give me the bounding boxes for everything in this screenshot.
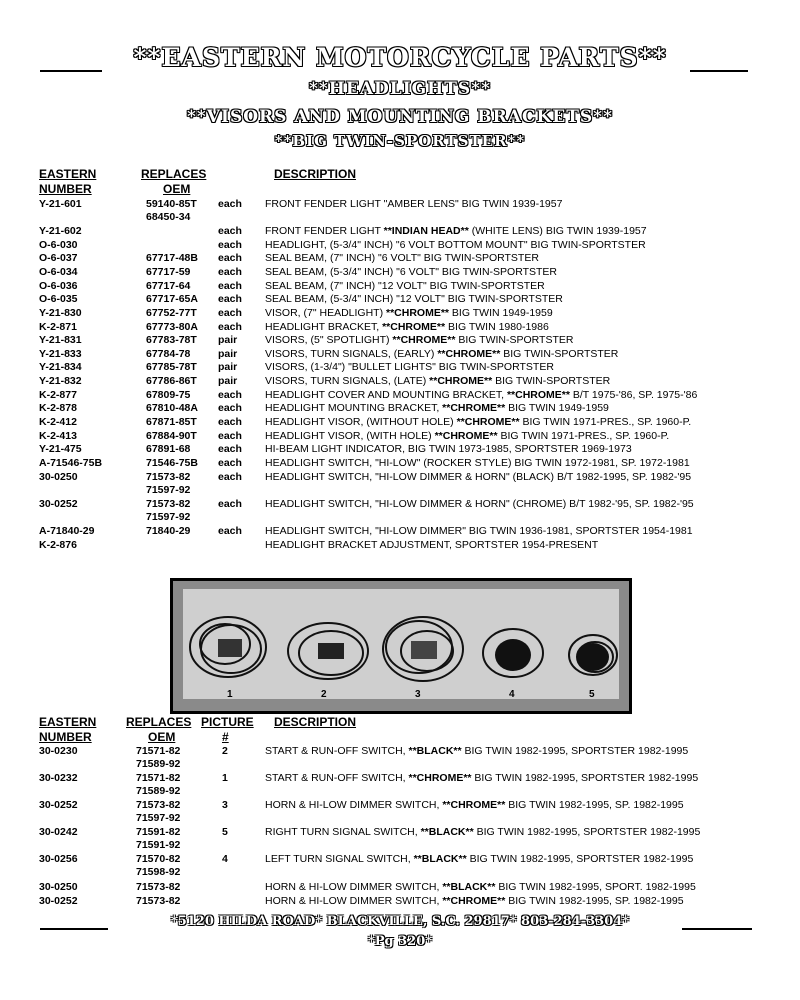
quantity: pair: [218, 348, 238, 360]
table-row: [0, 348, 800, 362]
description-text: HORN & HI-LOW DIMMER SWITCH,: [265, 881, 443, 893]
description: [265, 280, 545, 292]
page-title: **EASTERN MOTORCYCLE PARTS**: [133, 43, 667, 72]
table-row: [0, 799, 800, 813]
part-number: 30-0252: [39, 799, 78, 811]
description-emphasis: **CHROME**: [382, 321, 446, 333]
table-row: [0, 225, 800, 239]
description-text: HEADLIGHT VISOR, (WITH HOLE): [265, 430, 435, 442]
quantity: each: [218, 443, 242, 455]
table-row: [0, 430, 800, 444]
table-row: [0, 293, 800, 307]
description-text-tail: BIG TWIN 1982-1995, SPORTSTER 1982-1995: [471, 772, 699, 784]
part-number: Y-21-475: [39, 443, 82, 455]
description-emphasis: **CHROME**: [386, 307, 450, 319]
description: [265, 498, 694, 510]
description-text-tail: BIG TWIN 1982-1995, SP. 1982-1995: [505, 895, 684, 907]
part-number: 30-0256: [39, 853, 78, 865]
part-number: K-2-871: [39, 321, 77, 333]
switch-photo-graphic: [183, 589, 619, 699]
switch-photo: [170, 578, 632, 714]
quantity: each: [218, 389, 242, 401]
part-number: Y-21-602: [39, 225, 82, 237]
table-row: [0, 498, 800, 512]
table-row: [0, 321, 800, 335]
description-text-tail: BIG TWIN 1949-1959: [505, 402, 609, 414]
description: [265, 321, 549, 333]
quantity: each: [218, 321, 242, 333]
table-row: [0, 853, 800, 867]
table-row-continued: [0, 866, 800, 880]
oem-number: 71840-29: [146, 525, 191, 537]
description-text: HEADLIGHT SWITCH, "HI-LOW DIMMER & HORN" (CHROME) B/T 1982-'95, SP. 1982-'95: [265, 498, 694, 510]
photo-label-5: 5: [589, 689, 595, 700]
description-emphasis: **CHROME**: [442, 895, 506, 907]
picture-number: 2: [222, 745, 228, 757]
description: [265, 389, 697, 401]
table-row: [0, 772, 800, 786]
description-text: HEADLIGHT VISOR, (WITHOUT HOLE): [265, 416, 457, 428]
description-emphasis: **BLACK**: [442, 881, 496, 893]
description-text: HORN & HI-LOW DIMMER SWITCH,: [265, 799, 443, 811]
description: [265, 799, 684, 811]
part-number: Y-21-834: [39, 361, 82, 373]
description-text-tail: BIG TWIN 1982-1995, SPORTSTER 1982-1995: [461, 745, 689, 757]
description-emphasis: **CHROME**: [506, 389, 570, 401]
table-row: [0, 239, 800, 253]
description: [265, 293, 563, 305]
table-row: [0, 334, 800, 348]
description-emphasis: **BLACK**: [420, 826, 474, 838]
table-row: [0, 745, 800, 759]
description-emphasis: **INDIAN HEAD**: [383, 225, 469, 237]
part-number: A-71840-29: [39, 525, 95, 537]
t1-header-number: NUMBER: [39, 182, 92, 196]
part-number: Y-21-832: [39, 375, 82, 387]
table-row: [0, 198, 800, 212]
part-number: A-71546-75B: [39, 457, 103, 469]
description-text: HEADLIGHT COVER AND MOUNTING BRACKET,: [265, 389, 507, 401]
picture-number: 1: [222, 772, 228, 784]
t2-header-eastern: EASTERN: [39, 715, 97, 729]
description-text: RIGHT TURN SIGNAL SWITCH,: [265, 826, 421, 838]
oem-number-alt: 71597-92: [146, 511, 191, 523]
oem-number: 67784-78: [146, 348, 191, 360]
t2-header-oem: OEM: [148, 730, 176, 744]
description-text: HI-BEAM LIGHT INDICATOR, BIG TWIN 1973-1985, SPORTSTER 1969-1973: [265, 443, 632, 455]
table-row: [0, 443, 800, 457]
table-row: [0, 375, 800, 389]
t2-header-hash: #: [222, 730, 229, 744]
quantity: each: [218, 252, 242, 264]
quantity: each: [218, 430, 242, 442]
picture-number: 4: [222, 853, 228, 865]
table-row: [0, 280, 800, 294]
part-number: K-2-876: [39, 539, 77, 551]
picture-number: 5: [222, 826, 228, 838]
oem-number-alt: 71597-92: [136, 812, 181, 824]
table-row-continued: [0, 785, 800, 799]
part-number: 30-0250: [39, 471, 78, 483]
description-emphasis: **CHROME**: [434, 430, 498, 442]
oem-number-alt: 71591-92: [136, 839, 181, 851]
description-emphasis: **CHROME**: [437, 348, 501, 360]
table-row-continued: [0, 484, 800, 498]
table-row: [0, 826, 800, 840]
description-text: VISORS, TURN SIGNALS, (EARLY): [265, 348, 438, 360]
table-row-continued: [0, 211, 800, 225]
part-number: Y-21-601: [39, 198, 82, 210]
oem-number: 71570-82: [136, 853, 181, 865]
description-text-tail: BIG TWIN 1982-1995, SP. 1982-1995: [505, 799, 684, 811]
description-text: START & RUN-OFF SWITCH,: [265, 745, 409, 757]
description-text: START & RUN-OFF SWITCH,: [265, 772, 409, 784]
description-text: HEADLIGHT BRACKET,: [265, 321, 383, 333]
oem-number: 67786-86T: [146, 375, 197, 387]
oem-number: 67785-78T: [146, 361, 197, 373]
quantity: each: [218, 198, 242, 210]
part-number: O-6-030: [39, 239, 78, 251]
quantity: each: [218, 402, 242, 414]
description-text-tail: BIG TWIN-SPORTSTER: [455, 334, 574, 346]
quantity: pair: [218, 361, 238, 373]
table-row-continued: [0, 511, 800, 525]
t1-header-replaces: REPLACES: [141, 167, 207, 181]
description: [265, 443, 632, 455]
t2-header-number: NUMBER: [39, 730, 92, 744]
oem-number: 67752-77T: [146, 307, 197, 319]
description: [265, 826, 700, 838]
oem-number: 59140-85T: [146, 198, 197, 210]
photo-label-1: 1: [227, 689, 233, 700]
table-row: [0, 389, 800, 403]
description: [265, 239, 646, 251]
oem-number: 67773-80A: [146, 321, 198, 333]
description-text-tail: BIG TWIN 1982-1995, SPORTSTER 1982-1995: [473, 826, 701, 838]
part-number: 30-0252: [39, 895, 78, 907]
description-text-tail: (WHITE LENS) BIG TWIN 1939-1957: [468, 225, 647, 237]
t2-header-replaces: REPLACES: [126, 715, 192, 729]
part-number: Y-21-833: [39, 348, 82, 360]
oem-number: 67891-68: [146, 443, 191, 455]
description-text-tail: BIG TWIN 1971-PRES., SP. 1960-P.: [519, 416, 692, 428]
description-text-tail: B/T 1975-'86, SP. 1975-'86: [569, 389, 698, 401]
quantity: each: [218, 239, 242, 251]
description-emphasis: **CHROME**: [392, 334, 456, 346]
description: [265, 881, 696, 893]
part-number: O-6-035: [39, 293, 78, 305]
part-number: 30-0232: [39, 772, 78, 784]
oem-number: 67717-65A: [146, 293, 198, 305]
oem-number: 67884-90T: [146, 430, 197, 442]
oem-number: 71546-75B: [146, 457, 198, 469]
table-row-continued: [0, 758, 800, 772]
description-text: VISORS, (1-3/4") "BULLET LIGHTS" BIG TWIN-SPORTSTER: [265, 361, 554, 373]
description-text: VISORS, (5" SPOTLIGHT): [265, 334, 393, 346]
table-row: [0, 457, 800, 471]
oem-number: 71571-82: [136, 745, 181, 757]
table-row: [0, 361, 800, 375]
oem-number: 71573-82: [136, 881, 181, 893]
description-text-tail: BIG TWIN 1982-1995, SPORT. 1982-1995: [495, 881, 696, 893]
description-text-tail: BIG TWIN-SPORTSTER: [492, 375, 611, 387]
oem-number-alt: 71589-92: [136, 758, 181, 770]
oem-number: 71571-82: [136, 772, 181, 784]
description-emphasis: **CHROME**: [456, 416, 520, 428]
oem-number-alt: 71597-92: [146, 484, 191, 496]
description: [265, 416, 691, 428]
description: [265, 430, 669, 442]
part-number: O-6-036: [39, 280, 78, 292]
t1-header-oem: OEM: [163, 182, 191, 196]
part-number: K-2-412: [39, 416, 77, 428]
description-text: HEADLIGHT MOUNTING BRACKET,: [265, 402, 443, 414]
t1-header-eastern: EASTERN: [39, 167, 97, 181]
description-text: FRONT FENDER LIGHT "AMBER LENS" BIG TWIN 1939-1957: [265, 198, 563, 210]
oem-number-alt: 71598-92: [136, 866, 181, 878]
description-text: SEAL BEAM, (7" INCH) "6 VOLT" BIG TWIN-SPORTSTER: [265, 252, 539, 264]
description-text: SEAL BEAM, (5-3/4" INCH) "12 VOLT" BIG TWIN-SPORTSTER: [265, 293, 563, 305]
description: [265, 539, 598, 551]
description-text: HEADLIGHT SWITCH, "HI-LOW" (ROCKER STYLE) BIG TWIN 1972-1981, SP. 1972-1981: [265, 457, 690, 469]
part-number: 30-0242: [39, 826, 78, 838]
part-number: K-2-877: [39, 389, 77, 401]
table-row: [0, 895, 800, 909]
quantity: each: [218, 416, 242, 428]
table-row-continued: [0, 812, 800, 826]
photo-label-2: 2: [321, 689, 327, 700]
description: [265, 348, 618, 360]
table-row: [0, 881, 800, 895]
oem-number: 67871-85T: [146, 416, 197, 428]
table-row: [0, 252, 800, 266]
quantity: each: [218, 280, 242, 292]
part-number: O-6-034: [39, 266, 78, 278]
quantity: each: [218, 266, 242, 278]
description: [265, 457, 690, 469]
quantity: pair: [218, 375, 238, 387]
description: [265, 225, 647, 237]
description-text: VISOR, (7" HEADLIGHT): [265, 307, 386, 319]
oem-number: 71573-82: [136, 799, 181, 811]
part-number: 30-0230: [39, 745, 78, 757]
picture-number: 3: [222, 799, 228, 811]
table-row: [0, 307, 800, 321]
description: [265, 361, 554, 373]
oem-number-alt: 68450-34: [146, 211, 191, 223]
quantity: each: [218, 471, 242, 483]
description-text-tail: BIG TWIN 1982-1995, SPORTSTER 1982-1995: [466, 853, 694, 865]
oem-number: 71573-82: [136, 895, 181, 907]
subtitle-bigtwin: **BIG TWIN-SPORTSTER**: [274, 132, 526, 150]
description-emphasis: **CHROME**: [442, 799, 506, 811]
oem-number: 67783-78T: [146, 334, 197, 346]
description-text: HEADLIGHT BRACKET ADJUSTMENT, SPORTSTER 1954-PRESENT: [265, 539, 599, 551]
description-text-tail: BIG TWIN 1949-1959: [449, 307, 553, 319]
oem-number: 71573-82: [146, 471, 191, 483]
part-number: K-2-878: [39, 402, 77, 414]
description: [265, 745, 688, 757]
photo-label-4: 4: [509, 689, 515, 700]
subtitle-headlights: **HEADLIGHTS**: [309, 79, 491, 99]
oem-number: 67717-48B: [146, 252, 198, 264]
table-row: [0, 471, 800, 485]
oem-number: 71573-82: [146, 498, 191, 510]
t1-header-description: DESCRIPTION: [274, 167, 357, 181]
part-number: Y-21-830: [39, 307, 82, 319]
description-text: LEFT TURN SIGNAL SWITCH,: [265, 853, 414, 865]
description: [265, 853, 693, 865]
description-text: FRONT FENDER LIGHT: [265, 225, 384, 237]
description: [265, 198, 562, 210]
oem-number-alt: 71589-92: [136, 785, 181, 797]
description-text: VISORS, TURN SIGNALS, (LATE): [265, 375, 430, 387]
oem-number: 71591-82: [136, 826, 181, 838]
description-emphasis: **CHROME**: [442, 402, 506, 414]
quantity: each: [218, 498, 242, 510]
footer-page-number: *Pg 320*: [367, 934, 433, 949]
description-text: HORN & HI-LOW DIMMER SWITCH,: [265, 895, 443, 907]
description: [265, 307, 553, 319]
subtitle-visors: **VISORS AND MOUNTING BRACKETS**: [187, 107, 613, 127]
description-text-tail: BIG TWIN 1971-PRES., SP. 1960-P.: [497, 430, 670, 442]
description-text: HEADLIGHT, (5-3/4" INCH) "6 VOLT BOTTOM MOUNT" BIG TWIN-SPORTSTER: [265, 239, 646, 251]
description-emphasis: **CHROME**: [408, 772, 472, 784]
description: [265, 772, 698, 784]
description-emphasis: **BLACK**: [413, 853, 467, 865]
part-number: K-2-413: [39, 430, 77, 442]
oem-number: 67809-75: [146, 389, 191, 401]
description: [265, 402, 609, 414]
description-text-tail: BIG TWIN 1980-1986: [445, 321, 549, 333]
description-emphasis: **BLACK**: [408, 745, 462, 757]
oem-number: 67717-64: [146, 280, 191, 292]
description: [265, 334, 573, 346]
table-row: [0, 266, 800, 280]
description-text: HEADLIGHT SWITCH, "HI-LOW DIMMER & HORN" (BLACK) B/T 1982-1995, SP. 1982-'95: [265, 471, 692, 483]
description: [265, 375, 610, 387]
table-row: [0, 402, 800, 416]
t2-header-description: DESCRIPTION: [274, 715, 357, 729]
footer-address: *5120 HILDA ROAD* BLACKVILLE, S.C. 29817* 803-284-3304*: [170, 914, 630, 929]
table-row: [0, 416, 800, 430]
part-number: 30-0252: [39, 498, 78, 510]
part-number: Y-21-831: [39, 334, 82, 346]
quantity: each: [218, 525, 242, 537]
description: [265, 525, 693, 537]
quantity: each: [218, 293, 242, 305]
table-row-continued: [0, 839, 800, 853]
quantity: each: [218, 457, 242, 469]
description-text: SEAL BEAM, (5-3/4" INCH) "6 VOLT" BIG TWIN-SPORTSTER: [265, 266, 558, 278]
description: [265, 471, 691, 483]
description: [265, 266, 557, 278]
quantity: pair: [218, 334, 238, 346]
part-number: 30-0250: [39, 881, 78, 893]
table-row: [0, 539, 800, 553]
photo-label-3: 3: [415, 689, 421, 700]
description-text: HEADLIGHT SWITCH, "HI-LOW DIMMER" BIG TWIN 1936-1981, SPORTSTER 1954-1981: [265, 525, 693, 537]
description: [265, 252, 539, 264]
part-number: O-6-037: [39, 252, 78, 264]
quantity: each: [218, 225, 242, 237]
description-emphasis: **CHROME**: [429, 375, 493, 387]
t2-header-picture: PICTURE: [201, 715, 254, 729]
table-row: [0, 525, 800, 539]
oem-number: 67717-59: [146, 266, 191, 278]
description-text: SEAL BEAM, (7" INCH) "12 VOLT" BIG TWIN-SPORTSTER: [265, 280, 545, 292]
quantity: each: [218, 307, 242, 319]
description: [265, 895, 684, 907]
oem-number: 67810-48A: [146, 402, 198, 414]
description-text-tail: BIG TWIN-SPORTSTER: [500, 348, 619, 360]
